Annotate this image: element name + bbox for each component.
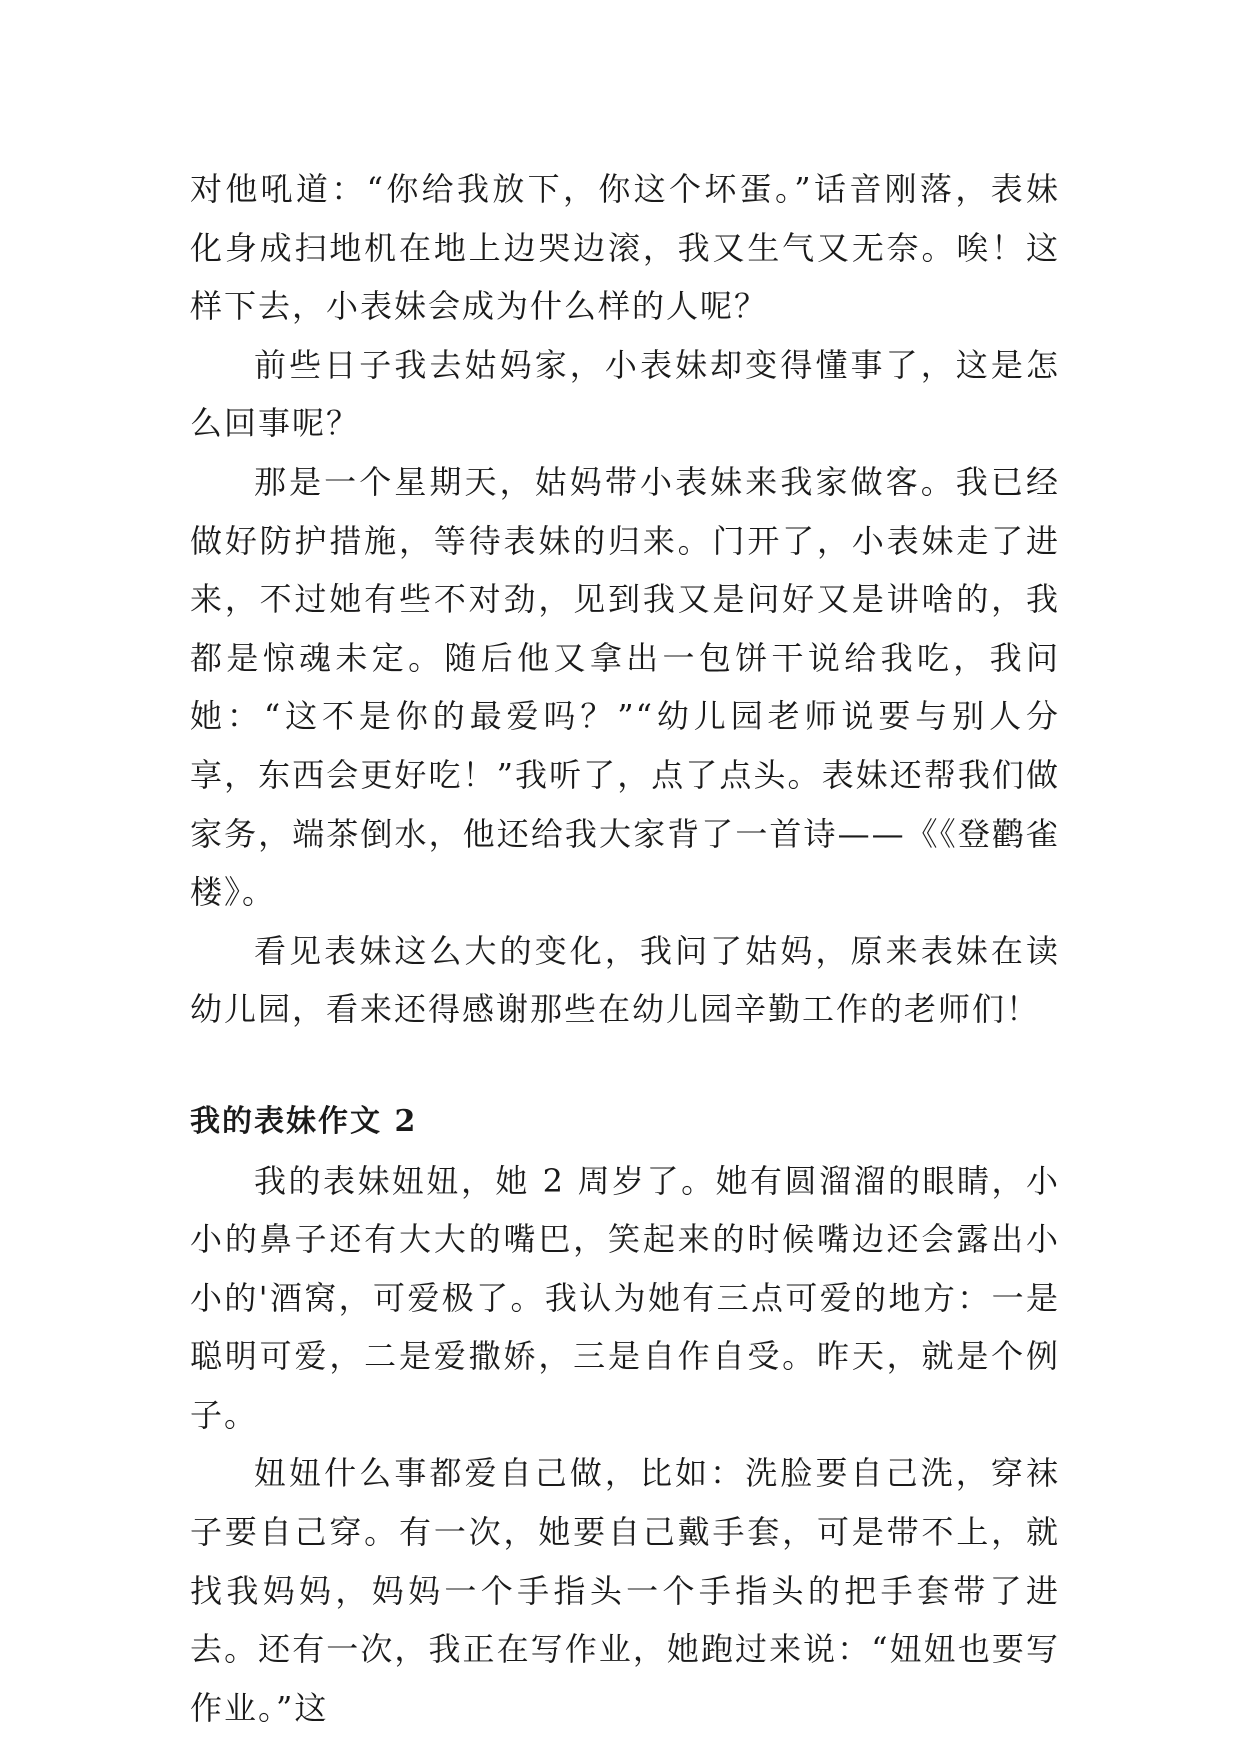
document-body (190, 160, 1060, 1737)
paragraph-6: 妞妞什么事都爱自己做，比如：洗脸要自己洗，穿袜子要自己穿。有一次，她要自己戴手套，可是带不上，就找我妈妈，妈妈一个手指头一个手指头的把手套带了进去。还有一次，我正在写作业，她跑过来说：“妞妞也要写作业。”这 (190, 1454, 1060, 1727)
paragraph-5: 我的表妹妞妞，她 2 周岁了。她有圆溜溜的眼睛，小小的鼻子还有大大的嘴巴，笑起来的时候嘴边还会露出小小的'酒窝，可爱极了。我认为她有三点可爱的地方：一是聪明可爱，二是爱撒娇，三是自作自受。昨天，就是个例子。 (190, 1161, 1060, 1434)
paragraph-2: 前些日子我去姑妈家，小表妹却变得懂事了，这是怎么回事呢？ (190, 345, 1060, 443)
paragraph-4: 看见表妹这么大的变化，我问了姑妈，原来表妹在读幼儿园，看来还得感谢那些在幼儿园辛勤工作的老师们！ (190, 931, 1060, 1029)
paragraph-1: 对他吼道：“你给我放下，你这个坏蛋。”话音刚落，表妹化身成扫地机在地上边哭边滚，我又生气又无奈。唉！这样下去，小表妹会成为什么样的人呢？ (190, 170, 1060, 326)
paragraph-3: 那是一个星期天，姑妈带小表妹来我家做客。我已经做好防护措施，等待表妹的归来。门开了，小表妹走了进来，不过她有些不对劲，见到我又是问好又是讲啥的，我都是惊魂未定。随后他又拿出一包饼干说给我吃，我问她：“这不是你的最爱吗？”“幼儿园老师说要与别人分享，东西会更好吃！”我听了，点了点头。表妹还帮我们做家务，端茶倒水，他还给我大家背了一首诗——《《登鹳雀楼》。 (190, 462, 1060, 912)
section-title: 我的表妹作文 2 (190, 1103, 418, 1139)
